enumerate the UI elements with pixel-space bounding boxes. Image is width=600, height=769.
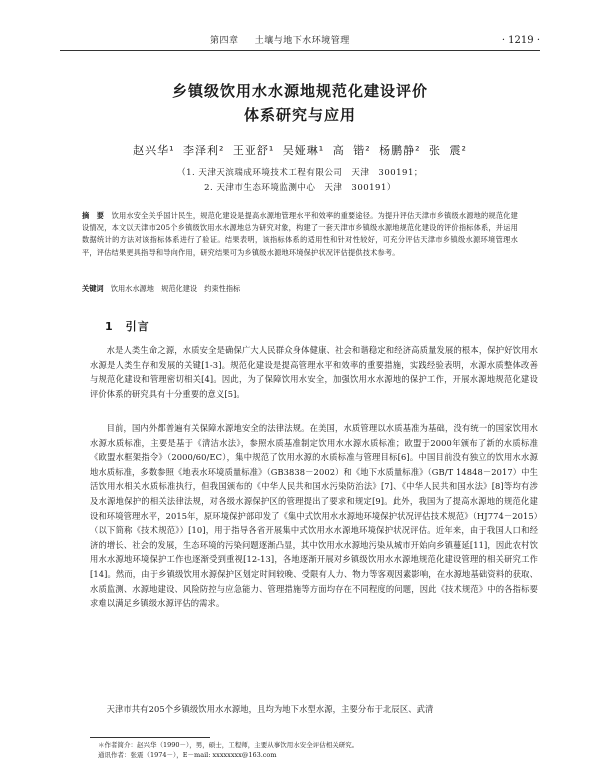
section-heading <box>105 318 150 334</box>
section-number: 1 <box>105 320 114 333</box>
keyword: 约束性指标 <box>204 284 241 293</box>
author-list: 赵兴华¹ 李泽利² 王亚舒¹ 吴娅琳¹ 高 锴² 杨鹏静² 张 震² <box>133 144 467 157</box>
footnote-author-bio: ＊作者简介：赵兴华（1990－），男，硕士，工程师，主要从事饮用水安全评估相关研究。 <box>98 741 359 749</box>
footnote-divider <box>90 737 210 738</box>
abstract-label: 摘 要 <box>82 211 105 220</box>
body-paragraph-1: 水是人类生命之源，水质安全是确保广大人民群众身体健康、社会和谐稳定和经济高质量发展的根本，保护好饮用水水源是人类生存和发展的关键[1-3]。规范化建设是提高管理水平和效率的重要措施，实践经验表明，水源水质整体改善与规范化建设和管理密切相关[4]。因此，为了保障饮用水安全，加强饮用水水源地的保护工作，开展水源地规范化建设评价体系的研究具有十分重要的意义[5]。 <box>90 345 538 399</box>
keywords <box>82 283 518 295</box>
footnote-corresponding-author: 通讯作者：张震（1974－），E－mail: xxxxxxxx@163.com <box>98 751 277 759</box>
body-paragraph-3: 天津市共有205个乡镇级饮用水水源地，且均为地下水型水源，主要分布于北辰区、武清 <box>106 704 434 714</box>
running-head <box>60 34 540 51</box>
body-paragraph-2: 目前，国内外都普遍有关保障水源地安全的法律法规。在美国，水质管理以水质基准为基础，没有统一的国家饮用水水源水质标准，主要是基于《清洁水法》，参照水质基准制定饮用水水源水质标准；欧盟于2000年颁布了新的水质标准《欧盟水框架指令》（2000/60/EC），集中规范了饮用水源的水质标准与管理目标[6]。中国目前没有独立的饮用水水源地水质标准，多数参照《地表水环境质量标准》（GB3838－2002）和《地下水质量标准》（GB/T 14848－2017）中生活饮用水相关水质标准执行，但我国颁布的《中华人民共和国水污染防治法》[7]、《中华人民共和国水法》[8]等均有涉及水源地保护的相关法律法规，对各级水源保护区的管理提出了要求和规定[9]。此外，我国为了提高水源地的规范化建设和环境管理水平，2015年，原环境保护部印发了《集中式饮用水水源地环境保护状况评估技术规范》（HJ774－2015）（以下简称《技术规范》）[10]，用于指导各省开展集中式饮用水水源地环境保护状况评估。近年来，由于我国人口和经济的增长、社会的发展，生态环境的污染问题逐渐凸显，其中饮用水水源地污染从城市开始向乡镇蔓延[11]，因此农村饮用水水源地环境保护工作也逐渐受到重视[12-13]，各地逐渐开展对乡镇级饮用水水源地规范化建设管理的相关研究工作[14]。然而，由于乡镇级饮用水源保护区划定时间较晚、受限有人力、物力等客观因素影响，在水源地基础资料的获取、水质监测、水源地建设、风险防控与应急能力、管理措施等方面均存在不同程度的问题，因此《技术规范》中的各指标要求难以满足乡镇级水源评估的需求。 <box>90 423 538 609</box>
running-head-section: 第四章 <box>210 36 239 46</box>
paper-title-line-1: 乡镇级饮用水水源地规范化建设评价 <box>171 82 428 100</box>
affiliation-1: （1. 天津天滨瑞成环境技术工程有限公司 天津 300191； <box>177 168 423 178</box>
running-head-title <box>210 34 350 48</box>
abstract <box>82 210 518 259</box>
affiliation-2: 2. 天津市生态环境监测中心 天津 300191） <box>204 183 396 193</box>
page-number: · 1219 · <box>501 35 540 46</box>
paper-title-line-2: 体系研究与应用 <box>243 106 356 124</box>
footnote <box>98 740 538 760</box>
abstract-text: 饮用水安全关乎国计民生，规范化建设是提高水源地管理水平和效率的重要途径。为提升评估天津市乡镇级水源地的规范化建设情况，本文以天津市205个乡镇级饮用水水源地总为研究对象，构建了一套天津市乡镇级水源地规范化建设的评价指标体系，并运用数据统计的方法对该指标体系进行了验证。结果表明，该指标体系的适用性和针对性较好，可充分评估天津市乡镇级水源环境管理水平，评估结果更具指导和导向作用，研究结果可为乡镇级水源地环境保护状况评估提供技术参考。 <box>82 211 518 257</box>
running-head-chapter-title: 土壤与地下水环境管理 <box>254 36 350 46</box>
section-title: 引言 <box>125 320 150 333</box>
keyword: 规范化建设 <box>161 284 198 293</box>
keywords-label: 关键词 <box>82 284 104 293</box>
keyword: 饮用水水源地 <box>110 284 154 293</box>
